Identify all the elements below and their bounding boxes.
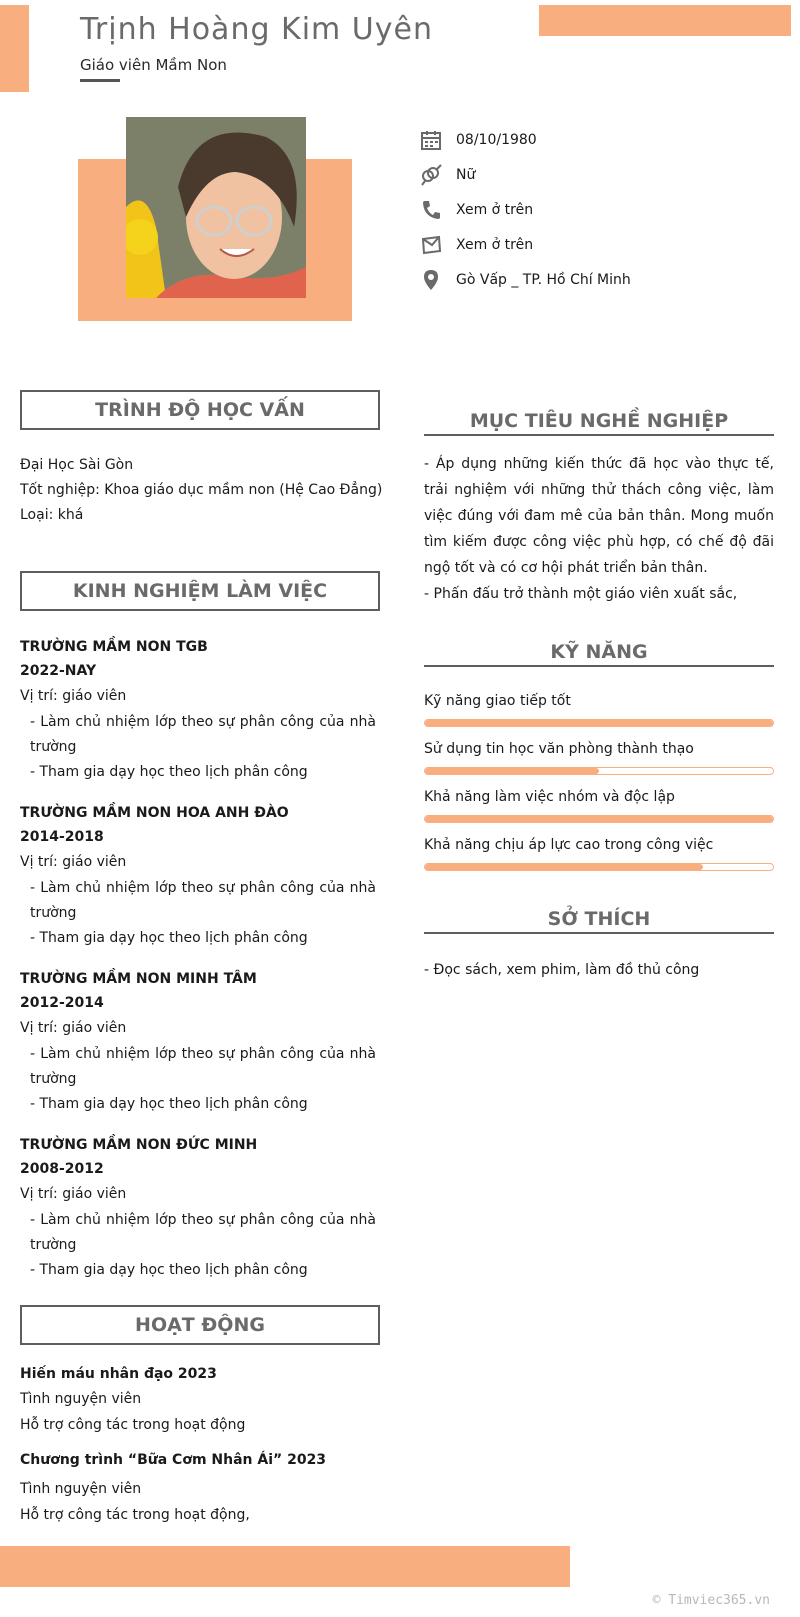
- experience-position: Vị trí: giáo viên: [20, 1020, 127, 1036]
- top-left-accent-bar: [0, 5, 29, 92]
- education-heading: TRÌNH ĐỘ HỌC VẤN: [20, 390, 380, 430]
- bottom-accent-bar: [0, 1546, 570, 1587]
- experience-duty: - Tham gia dạy học theo lịch phân công: [30, 1262, 308, 1278]
- skill-bar-fill: [425, 864, 703, 870]
- contact-phone: [420, 197, 533, 223]
- objective-text: - Áp dụng những kiến thức đã học vào thực tế, trải nghiệm với những thử thách công việc, làm việc đúng với đam mê của bản thân. Mong muốn tìm kiếm được công việc phù hợp, có chế độ đãi ngộ tốt và có cơ hội phát triển bản thân.: [424, 456, 774, 576]
- experience-company: TRƯỜNG MẦM NON ĐỨC MINH: [20, 1137, 258, 1153]
- experience-position: Vị trí: giáo viên: [20, 1186, 127, 1202]
- skill-bar: [424, 719, 774, 727]
- skill-label: Sử dụng tin học văn phòng thành thạo: [424, 741, 694, 757]
- experience-position: Vị trí: giáo viên: [20, 854, 127, 870]
- objective-text-2: - Phấn đấu trở thành một giáo viên xuất sắc,: [424, 586, 738, 602]
- experience-duty-cont: trường: [30, 739, 77, 755]
- experience-period: 2014-2018: [20, 829, 104, 845]
- skill-label: Khả năng chịu áp lực cao trong công việc: [424, 837, 714, 853]
- skills-heading: KỸ NĂNG: [424, 641, 774, 667]
- activities-heading: HOẠT ĐỘNG: [20, 1305, 380, 1345]
- experience-heading: KINH NGHIỆM LÀM VIỆC: [20, 571, 380, 611]
- candidate-name: Trịnh Hoàng Kim Uyên: [80, 12, 433, 47]
- activity-title: Hiến máu nhân đạo 2023: [20, 1366, 217, 1382]
- contact-birthday: [420, 127, 537, 153]
- experience-duty-cont: trường: [30, 1237, 77, 1253]
- experience-position: Vị trí: giáo viên: [20, 688, 127, 704]
- experience-period: 2022-NAY: [20, 663, 97, 679]
- address-value: Gò Vấp _ TP. Hồ Chí Minh: [456, 272, 631, 288]
- skill-bar-fill: [425, 816, 773, 822]
- activity-role: Tình nguyện viên: [20, 1481, 142, 1497]
- location-pin-icon: [420, 269, 442, 291]
- activity-desc: Hỗ trợ công tác trong hoạt động,: [20, 1507, 250, 1523]
- contact-email: [420, 232, 533, 258]
- experience-duty: - Làm chủ nhiệm lớp theo sự phân công của nhà: [30, 714, 376, 730]
- calendar-icon: [420, 129, 442, 151]
- experience-duty: - Tham gia dạy học theo lịch phân công: [30, 1096, 308, 1112]
- activity-title: Chương trình “Bữa Cơm Nhân Ái” 2023: [20, 1452, 327, 1468]
- birthday-value: 08/10/1980: [456, 132, 537, 148]
- skill-bar-fill: [425, 768, 599, 774]
- education-grade: Loại: khá: [20, 507, 84, 523]
- hobbies-text: - Đọc sách, xem phim, làm đồ thủ công: [424, 962, 700, 978]
- experience-duty: - Làm chủ nhiệm lớp theo sự phân công của nhà: [30, 1046, 376, 1062]
- education-major: Tốt nghiệp: Khoa giáo dục mầm non (Hệ Cao Đẳng): [20, 482, 383, 498]
- email-value: Xem ở trên: [456, 237, 534, 253]
- experience-duty: - Làm chủ nhiệm lớp theo sự phân công của nhà: [30, 880, 376, 896]
- top-right-accent-bar: [539, 5, 791, 36]
- contact-gender: [420, 162, 475, 188]
- gender-icon: [420, 164, 442, 186]
- skill-bar-fill: [425, 720, 773, 726]
- job-title-underline: [80, 79, 120, 82]
- experience-duty-cont: trường: [30, 905, 77, 921]
- hobbies-heading: SỞ THÍCH: [424, 908, 774, 934]
- job-title: Giáo viên Mầm Non: [80, 56, 227, 74]
- experience-company: TRƯỜNG MẦM NON HOA ANH ĐÀO: [20, 805, 289, 821]
- skill-bar: [424, 815, 774, 823]
- skill-bar: [424, 767, 774, 775]
- phone-icon: [420, 199, 442, 221]
- profile-photo: [126, 117, 306, 298]
- experience-duty: - Tham gia dạy học theo lịch phân công: [30, 764, 308, 780]
- skill-label: Khả năng làm việc nhóm và độc lập: [424, 789, 675, 805]
- experience-duty-cont: trường: [30, 1071, 77, 1087]
- experience-period: 2012-2014: [20, 995, 104, 1011]
- email-icon: [420, 234, 442, 256]
- skill-bar: [424, 863, 774, 871]
- experience-duty: - Tham gia dạy học theo lịch phân công: [30, 930, 308, 946]
- experience-company: TRƯỜNG MẦM NON MINH TÂM: [20, 971, 257, 987]
- gender-value: Nữ: [456, 167, 476, 183]
- objective-heading: MỤC TIÊU NGHỀ NGHIỆP: [424, 410, 774, 436]
- experience-duty: - Làm chủ nhiệm lớp theo sự phân công của nhà: [30, 1212, 376, 1228]
- activity-role: Tình nguyện viên: [20, 1391, 142, 1407]
- phone-value: Xem ở trên: [456, 202, 534, 218]
- contact-address: [420, 267, 631, 293]
- experience-period: 2008-2012: [20, 1161, 104, 1177]
- experience-company: TRƯỜNG MẦM NON TGB: [20, 639, 208, 655]
- site-watermark: © Timviec365.vn: [652, 1593, 770, 1608]
- activity-desc: Hỗ trợ công tác trong hoạt động: [20, 1417, 246, 1433]
- education-school: Đại Học Sài Gòn: [20, 457, 134, 473]
- skill-label: Kỹ năng giao tiếp tốt: [424, 693, 571, 709]
